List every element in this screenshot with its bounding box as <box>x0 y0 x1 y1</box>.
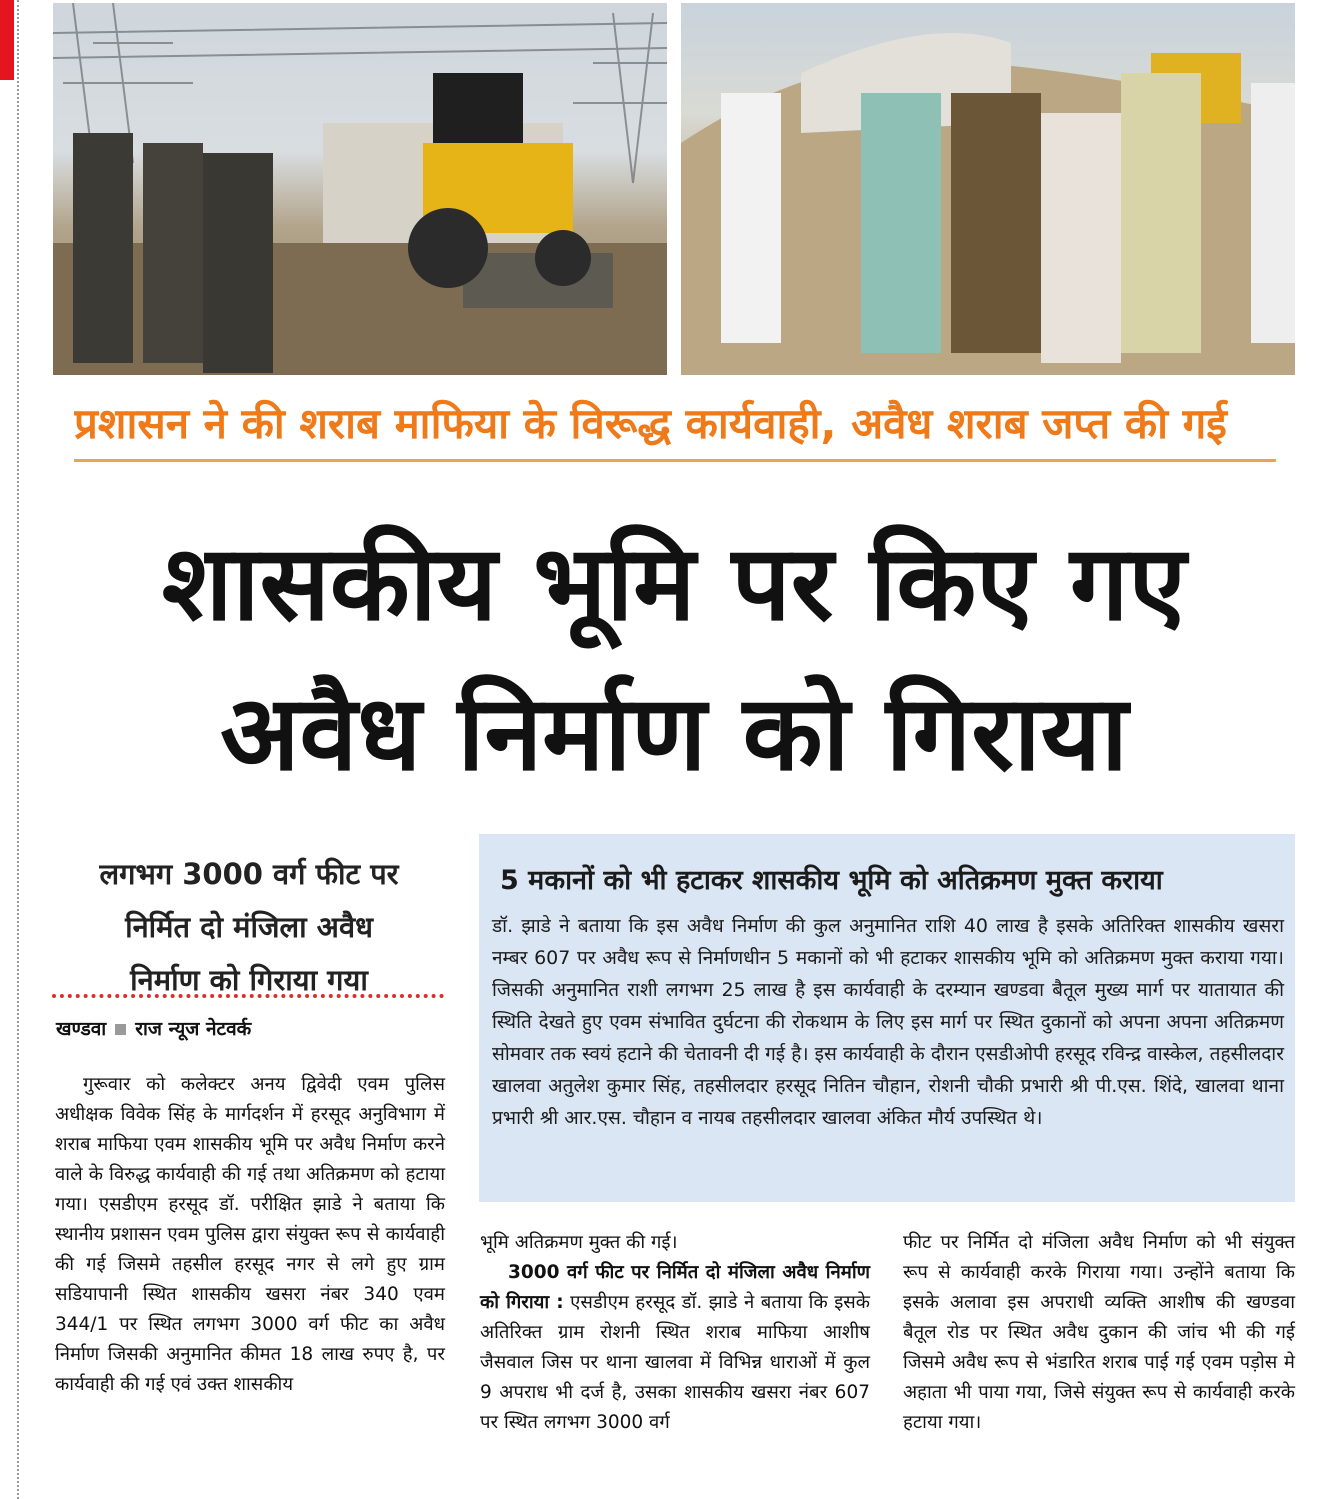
deck-subheadline <box>50 848 448 1007</box>
column-left-text: गुरूवार को कलेक्टर अनय द्विवेदी एवम पुलिस अधीक्षक विवेक सिंह के मार्गदर्शन में हरसूद अनुविभाग में शराब माफिया एवम शासकीय भूमि पर अवैध निर्माण करने वाले के विरुद्ध कार्यवाही की गई तथा अतिक्रमण को हटाया गया। एसडीएम हरसूद डॉ. परीक्षित झाडे ने बताया कि स्थानीय प्रशासन एवम पुलिस द्वारा संयुक्त रूप से कार्यवाही की गई जिसमे तहसील हरसूद नगर से लगे हुए ग्राम सडियापानी स्थित शासकीय खसरा नंबर 340 एवम 344/1 पर स्थित लगभग 3000 वर्ग फीट का अवैध निर्माण जिसकी अनुमानित कीमत 18 लाख रुपए है, पर कार्यवाही की गई एवं उक्त शासकीय <box>55 1074 445 1395</box>
main-headline-line-1: शासकीय भूमि पर किए गए <box>161 522 1187 644</box>
article-column-middle <box>480 1228 870 1438</box>
photo-officials-at-site <box>681 3 1295 375</box>
article-column-left <box>55 1070 445 1400</box>
dotted-rule <box>52 994 444 998</box>
column-right-text: फीट पर निर्मित दो मंजिला अवैध निर्माण को भी संयुक्त रूप से कार्यवाही करके गिराया गया। उन्होंने बताया कि इसके अलावा इस अपराधी व्यक्ति आशीष की खण्डवा बैतूल रोड पर स्थित अवैध दुकान की जांच भी की गई जिसमे अवैध रूप से भंडारित शराब पाई गई एवम पड़ोस मे अहाता भी पाया गया, जिसे संयुक्त रूप से कार्यवाही करके हटाया गया। <box>903 1232 1295 1433</box>
article-column-right <box>903 1228 1295 1438</box>
highlight-box-body: डॉ. झाडे ने बताया कि इस अवैध निर्माण की कुल अनुमानित राशि 40 लाख है इसके अतिरिक्त शासकीय खसरा नम्बर 607 पर अवैध रूप से निर्माणधीन 5 मकानों को भी हटाकर शासकीय भूमि को अतिक्रमण मुक्त कराया गया। जिसकी अनुमानित राशी लगभग 25 लाख है इस कार्यवाही के दरम्यान खण्डवा बैतूल मुख्य मार्ग पर यातायात की स्थिति देखते हुए एवम संभावित दुर्घटना की रोकथाम के लिए इस मार्ग पर स्थित दुकानों को अपना अपना अतिक्रमण सोमवार तक स्वयं हटाने की चेतावनी दी गई है। इस कार्यवाही के दौरान एसडीओपी हरसूद रविन्द्र वास्केल, तहसीलदार खालवा अतुलेश कुमार सिंह, तहसीलदार हरसूद नितिन चौहान, रोशनी चौकी प्रभारी श्री पी.एस. शिंदे, खालवा थाना प्रभारी श्री आर.एस. चौहान व नायब तहसीलदार खालवा अंकित मौर्य उपस्थित थे। <box>492 915 1284 1129</box>
deck-line-1: लगभग 3000 वर्ग फीट पर <box>99 857 399 891</box>
page-edge-dotted-line <box>17 0 19 1499</box>
photo-left-illustration <box>53 3 667 375</box>
highlight-box-title: 5 मकानों को भी हटाकर शासकीय भूमि को अतिक्रमण मुक्त कराया <box>500 865 1163 896</box>
main-headline-line-2: अवैध निर्माण को गिराया <box>220 672 1128 794</box>
column-mid-paragraph <box>480 1258 870 1438</box>
kicker-headline: प्रशासन ने की शराब माफिया के विरूद्ध कार्यवाही, अवैध शराब जप्त की गई <box>74 393 1276 462</box>
column-mid-intro: भूमि अतिक्रमण मुक्त की गई। <box>480 1232 678 1253</box>
column-mid-subhead: 3000 वर्ग फीट पर निर्मित दो मंजिला अवैध निर्माण को गिराया : <box>480 1262 870 1313</box>
dateline <box>56 1012 448 1046</box>
deck-line-3: निर्माण को गिराया गया <box>130 963 368 997</box>
dateline-place: खण्डवा <box>56 1018 107 1040</box>
photo-demolition-jcb <box>53 3 667 375</box>
dateline-square-icon <box>115 1024 126 1035</box>
dateline-agency: राज न्यूज नेटवर्क <box>135 1018 252 1040</box>
deck-line-2: निर्मित दो मंजिला अवैध <box>125 910 373 944</box>
column-mid-body: एसडीएम हरसूद डॉ. झाडे ने बताया कि इसके अतिरिक्त ग्राम रोशनी स्थित शराब माफिया आशीष जैसवाल जिस पर थाना खालवा में विभिन्न धाराओं में कुल 9 अपराध भी दर्ज है, उसका शासकीय खसरा नंबर 607 पर स्थित लगभग 3000 वर्ग <box>480 1292 870 1433</box>
page-edge-red-strip <box>0 0 14 80</box>
photo-right-illustration <box>681 3 1295 375</box>
